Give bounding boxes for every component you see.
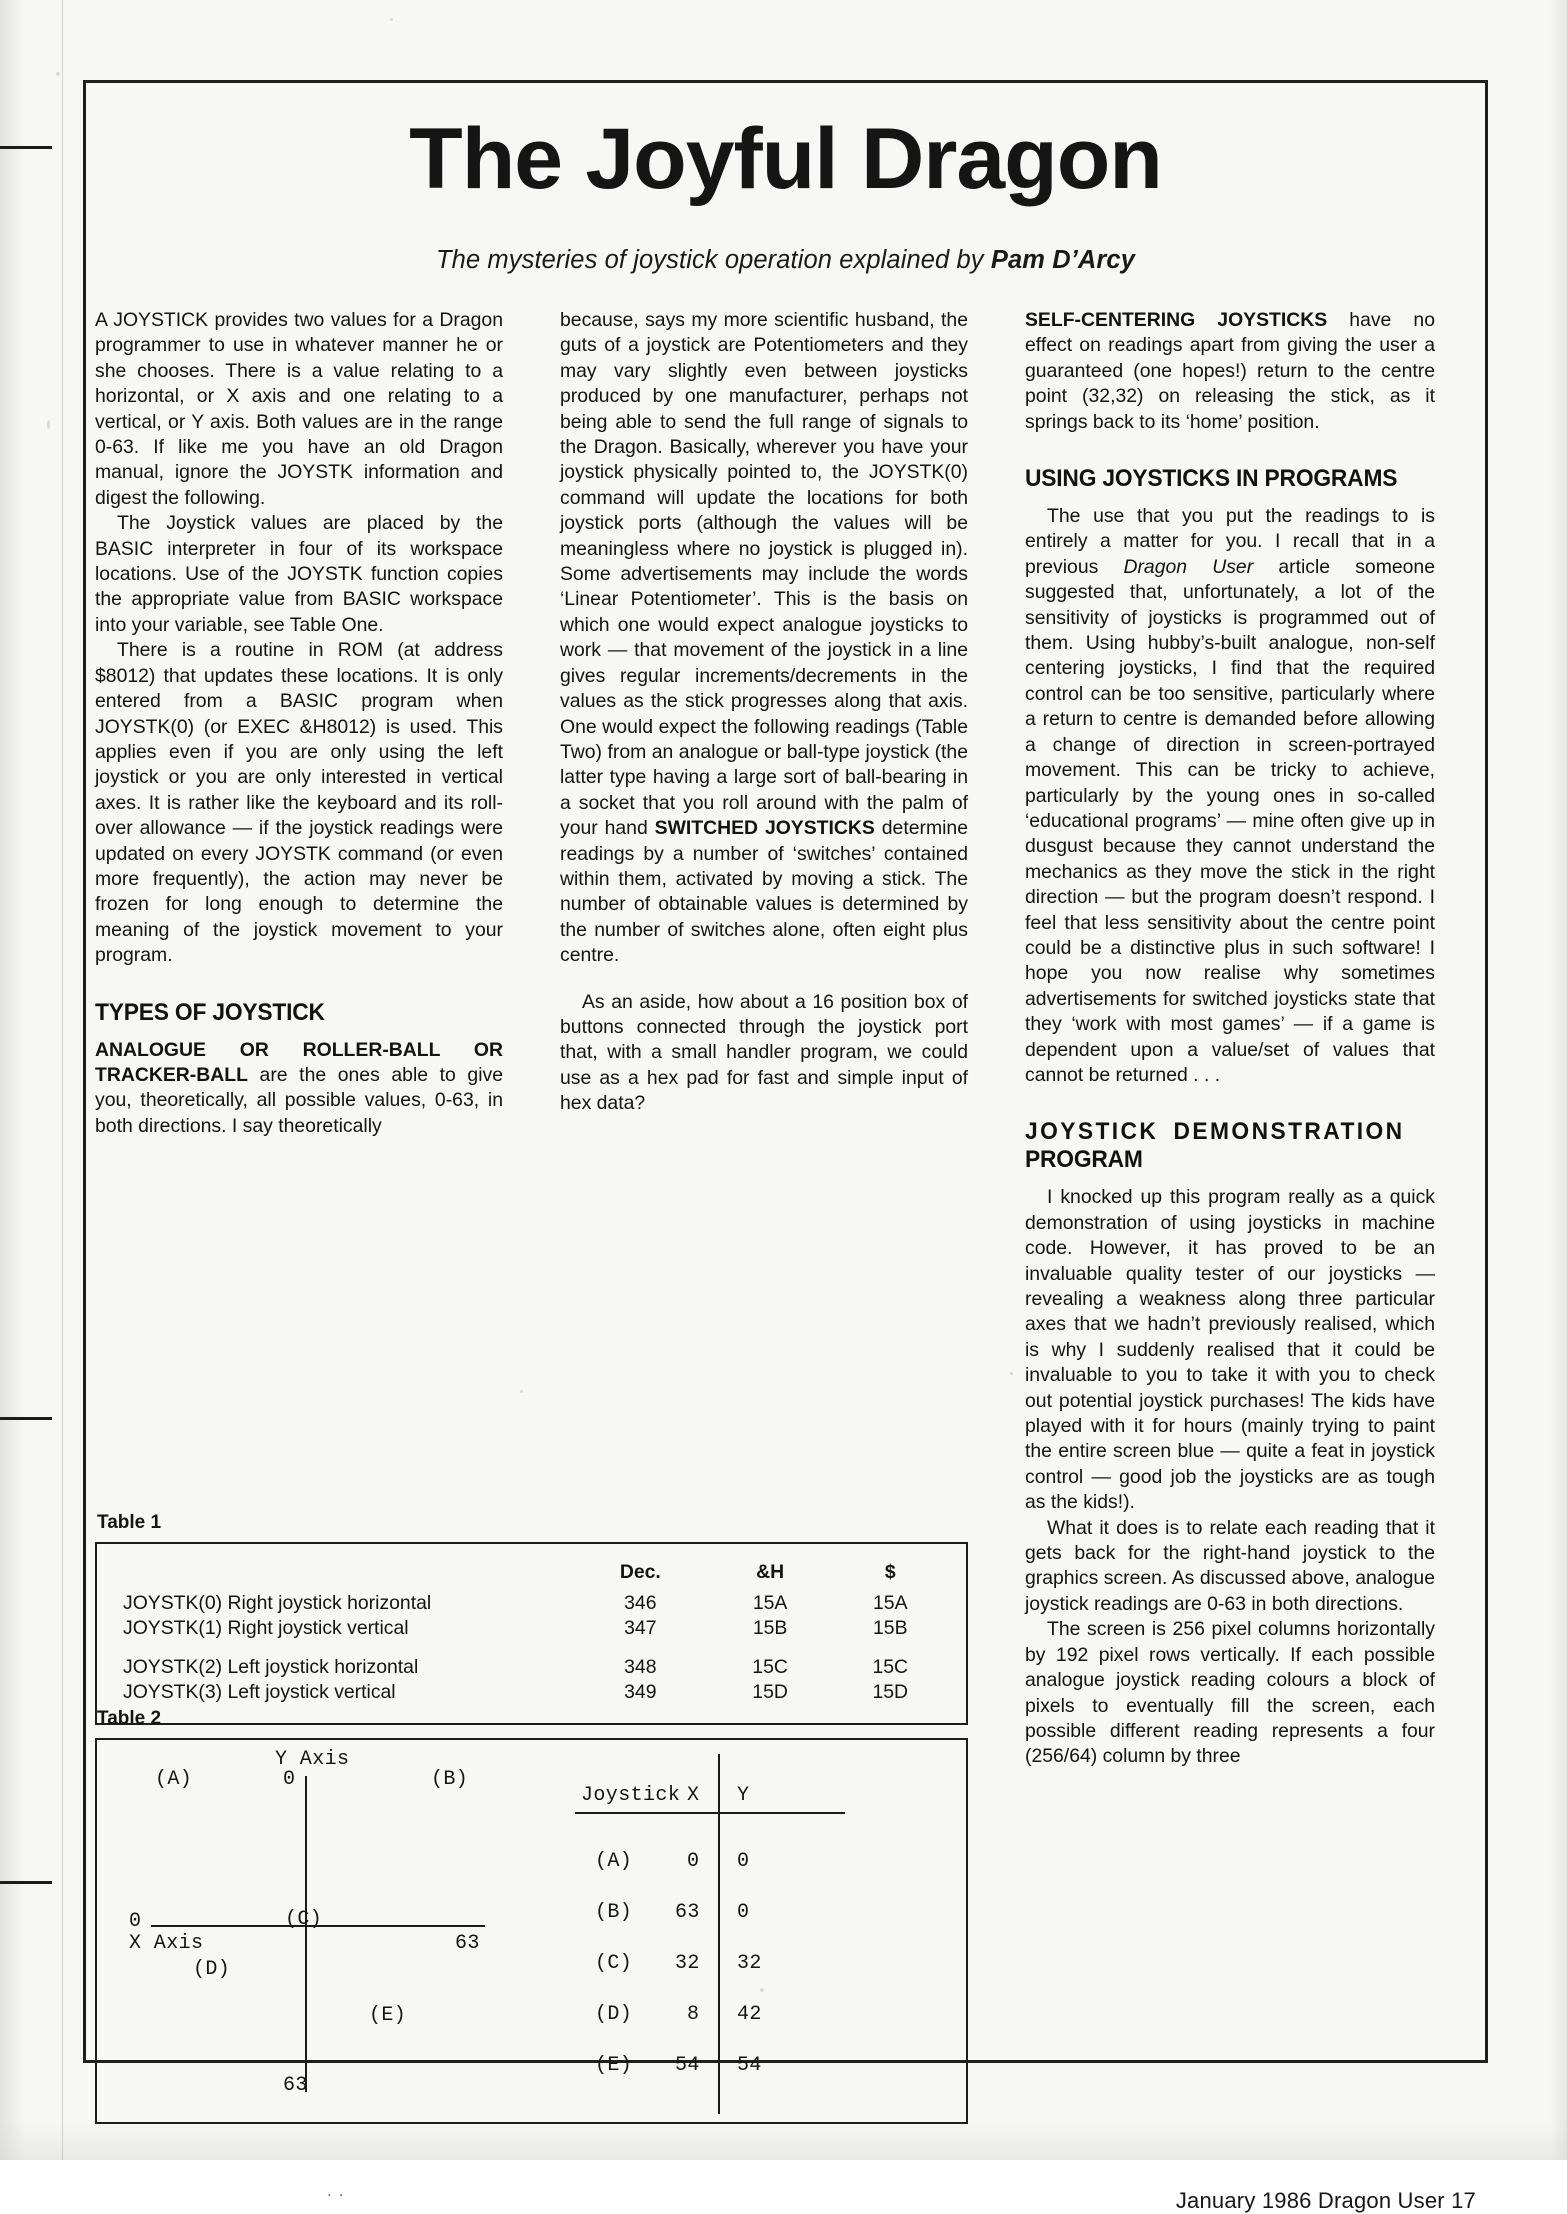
scan-dot-artifact: .. xyxy=(327,2181,351,2200)
table-2-r3-x: 8 xyxy=(687,2003,700,2026)
table-row xyxy=(97,1616,948,1641)
x-axis-label: X Axis xyxy=(129,1932,204,1955)
c3-paragraph-2-b: article someone suggested that, unfortunately, a lot of the sensitivity of joysticks is programmed out of them. Using hubby’s-built analogue, non-self centering joysticks, I find that the required control can be too sensitive, particularly where a return to centre is demanded before allowing a change of direction in screen-portrayed movement. This can be tricky to achieve, particularly by the young ones in so-called ‘educational programs’ — mine often give up in dusgust because they cannot understand the mechanics as they move the stick in the right direction — but the program doesn’t respond. I feel that less sensitivity about the centre point could be a distinctive plus in such software! I hope you now realise why sometimes advertisements for switched joysticks state that they ‘work with most games’ — if a game is dependent upon a value/set of values that cannot be returned . . . xyxy=(1025,555,1435,1086)
page-content xyxy=(95,96,1476,2213)
table-1-r3-dec: 349 xyxy=(624,1681,657,1703)
table-2-vertical-rule xyxy=(718,1754,720,2114)
column-3 xyxy=(1025,308,1435,1770)
masthead xyxy=(95,96,1476,275)
column-2 xyxy=(560,308,968,1117)
page-title: The Joyful Dragon xyxy=(409,111,1162,207)
table-2-r4-x: 54 xyxy=(675,2054,700,2077)
table-2-caption: Table 2 xyxy=(97,1708,162,1729)
table-2-inner xyxy=(97,1740,966,2122)
c2-paragraph-1 xyxy=(560,308,968,969)
table-2-header-y: Y xyxy=(737,1784,750,1807)
table-1-r2-label: JOYSTK(2) Left joystick horizontal xyxy=(123,1656,419,1678)
table-2-block xyxy=(95,1708,968,2124)
c2-paragraph-1-head: because, says my more scientific husband, the guts of a joystick are Potentiometers and they may vary slightly even between joysticks produced by one manufacturer, perhaps not being able to send the full range of signals to the Dragon. Basically, wherever you have your joystick physically pointed to, the JOYSTK(0) command will update the locations for both joystick ports (although the values will be meaningless where no joystick is plugged in). Some advertisements may include the words ‘Linear Potentiometer’. This is the basis on which one would expect analogue joysticks to work — that movement of the joystick in a line gives regular increments/decrements in the values as the stick progresses along that axis. One would expect the following readings (Table Two) from an analogue or ball-type joystick (the latter type having a large sort of ball-bearing in a socket that you roll around with the palm of your hand xyxy=(560,309,968,840)
c3-italic-dragon-user: Dragon User xyxy=(1123,555,1254,578)
table-1-r3-label: JOYSTK(3) Left joystick vertical xyxy=(123,1681,396,1703)
c1-paragraph-4 xyxy=(95,1038,503,1140)
table-1-r3-hex: 15D xyxy=(752,1681,788,1703)
c1-bold-lead: ANALOGUE OR ROLLER-BALL OR TRACKER-BALL xyxy=(95,1038,503,1086)
standfirst xyxy=(95,246,1476,275)
table-2-r0-x: 0 xyxy=(687,1850,700,1873)
page-folio: January 1986 Dragon User 17 xyxy=(1175,2188,1476,2213)
c1-paragraph-2: The Joystick values are placed by the BASIC interpreter in four of its workspace locations. Use of the JOYSTK function copies the appropriate value from BASIC workspace into your variable, see Table One. xyxy=(95,512,503,636)
table-2-r1-y: 0 xyxy=(737,1901,750,1924)
table-1-r1-dollar: 15B xyxy=(873,1617,908,1639)
table-1-box xyxy=(95,1542,968,1725)
heading-using-joysticks: USING JOYSTICKS IN PROGRAMS xyxy=(1025,465,1398,493)
table-1-block xyxy=(95,1512,968,1725)
table-1-r2-dec: 348 xyxy=(624,1656,657,1678)
crop-mark-bottom xyxy=(0,1881,52,1884)
y-axis-origin-label: 0 xyxy=(283,1768,296,1791)
c2-paragraph-1-tail: determine readings by a number of ‘switches’ contained within them, activated by moving a stick. The number of obtainable values is determined by the number of switches alone, often eight plus centre. xyxy=(560,817,968,967)
diagram-point-b: (B) xyxy=(431,1768,469,1791)
c2-paragraph-2: As an aside, how about a 16 position box of buttons connected through the joystick port that, with a small handler program, we could use as a hex pad for fast and simple input of hex data? xyxy=(560,990,968,1115)
diagram-point-e: (E) xyxy=(369,2004,407,2027)
y-axis-max-label: 63 xyxy=(283,2074,308,2097)
table-row xyxy=(97,1591,948,1616)
c3-paragraph-4: What it does is to relate each reading that it gets back for the right-hand joystick to the graphics screen. As discussed above, analogue joystick readings are 0-63 in both directions. xyxy=(1025,1516,1435,1615)
y-axis-line xyxy=(305,1776,307,2092)
c3-paragraph-5: The screen is 256 pixel columns horizontally by 192 pixel rows vertically. If each possible analogue joystick reading colours a block of pixels to eventually fill the screen, each possible different reading represents a four (256/64) column by three xyxy=(1025,1618,1435,1768)
table-2-header-x: X xyxy=(687,1784,700,1807)
table-2-r2-joystick: (C) xyxy=(595,1952,633,1975)
table-2-r2-x: 32 xyxy=(675,1952,700,1975)
table-row xyxy=(97,1641,948,1680)
table-2-header-joystick: Joystick xyxy=(581,1784,681,1807)
table-1-r0-dec: 346 xyxy=(624,1592,657,1614)
c1-paragraph-1: A JOYSTICK provides two values for a Dragon programmer to use in whatever manner he or she chooses. There is a value relating to a horizontal, or X axis and one relating to a vertical, or Y axis. Both values are in the range 0-63. If like me you have an old Dragon manual, ignore the JOYSTK information and digest the following. xyxy=(95,309,503,509)
table-1-r0-label: JOYSTK(0) Right joystick horizontal xyxy=(123,1592,432,1614)
c3-bold-self-centering: SELF-CENTERING JOYSTICKS xyxy=(1025,309,1328,331)
c3-paragraph-1 xyxy=(1025,308,1435,435)
table-1-r2-dollar: 15C xyxy=(872,1656,909,1678)
table-2-r0-y: 0 xyxy=(737,1850,750,1873)
y-axis-label: Y Axis xyxy=(275,1748,350,1771)
c3-paragraph-1-rest: have no effect on readings apart from giving the user a guaranteed (one hopes!) return to the centre point (32,32) on releasing the stick, as it springs back to its ‘home’ position. xyxy=(1025,309,1435,433)
heading-demo-line-1: JOYSTICK DEMONSTRATION xyxy=(1025,1118,1405,1146)
table-2-r3-joystick: (D) xyxy=(595,2003,633,2026)
table-2-r3-y: 42 xyxy=(737,2003,762,2026)
diagram-point-d: (D) xyxy=(193,1958,231,1981)
table-1-header-blank xyxy=(97,1560,573,1591)
c3-paragraph-3: I knocked up this program really as a quick demonstration of using joysticks in machine code. However, it has proved to be an invaluable quality tester of our joysticks — revealing a weakness along three particular axes that we hadn’t previously realised, which is why I suddenly realised that it could be invaluable to you to take it with you to check out potential joystick purchases! The kids have played with it for hours (mainly trying to paint the entire screen blue — quite a feat in joystick control — good job the joysticks are as tough as the kids!). xyxy=(1025,1186,1435,1514)
diagram-point-a: (A) xyxy=(155,1768,193,1791)
c3-paragraph-2-a: The use that you put the readings to is entirely a matter for you. I recall that in a previous xyxy=(1025,505,1435,578)
table-1-header-dec: Dec. xyxy=(619,1561,661,1583)
author-byline: Pam D’Arcy xyxy=(990,246,1135,274)
table-1-header-hex: &H xyxy=(756,1561,785,1583)
x-axis-max-label: 63 xyxy=(455,1932,480,1955)
table-2-header-rule xyxy=(575,1812,845,1814)
c1-paragraph-4-rest: are the ones able to give you, theoretically, all possible values, 0-63, in both directions. I say theoretically xyxy=(95,1063,503,1137)
table-2-r2-y: 32 xyxy=(737,1952,762,1975)
standfirst-text: The mysteries of joystick operation explained by xyxy=(436,246,991,274)
table-2-r4-y: 54 xyxy=(737,2054,762,2077)
heading-types-of-joystick: TYPES OF JOYSTICK xyxy=(95,998,325,1026)
table-1-r1-dec: 347 xyxy=(624,1617,657,1639)
crop-mark-top xyxy=(0,146,52,149)
table-1-r3-dollar: 15D xyxy=(872,1681,909,1703)
table-1-r1-hex: 15B xyxy=(752,1617,788,1639)
table-2-r1-joystick: (B) xyxy=(595,1901,633,1924)
table-1-header-row xyxy=(97,1560,948,1591)
table-1-r0-hex: 15A xyxy=(752,1592,788,1614)
table-1 xyxy=(97,1560,948,1705)
page-gutter-line xyxy=(62,0,63,2160)
article-columns xyxy=(95,308,1476,2097)
table-1-header-dollar: $ xyxy=(884,1561,896,1583)
column-1 xyxy=(95,308,503,1139)
table-2-r4-joystick: (E) xyxy=(595,2054,633,2077)
heading-demo-line-2: PROGRAM xyxy=(1025,1146,1143,1174)
table-2-r0-joystick: (A) xyxy=(595,1850,633,1873)
table-1-r2-hex: 15C xyxy=(752,1656,788,1678)
diagram-point-c: (C) xyxy=(285,1908,323,1931)
c3-paragraph-2 xyxy=(1025,504,1435,1088)
table-row xyxy=(97,1680,948,1705)
x-axis-origin-label: 0 xyxy=(129,1910,142,1933)
table-2-data xyxy=(575,1740,945,2122)
table-2-box xyxy=(95,1738,968,2124)
heading-joystick-demonstration xyxy=(1025,1118,1406,1174)
crop-mark-middle xyxy=(0,1417,52,1420)
table-1-caption: Table 1 xyxy=(97,1512,162,1533)
table-1-r1-label: JOYSTK(1) Right joystick vertical xyxy=(123,1617,409,1639)
c1-paragraph-3: There is a routine in ROM (at address $8012) that updates these locations. It is only entered from a BASIC program when JOYSTK(0) (or EXEC &H8012) is used. This applies even if you are only using the left joystick or you are only interested in vertical axes. It is rather like the keyboard and its roll-over allowance — if the joystick readings were updated on every JOYSTK command (or even more frequently), the action may never be frozen for long enough to determine the meaning of the joystick movement to your program. xyxy=(95,639,503,967)
c2-bold-switched: SWITCHED JOYSTICKS xyxy=(654,817,875,840)
table-1-r0-dollar: 15A xyxy=(873,1592,908,1614)
table-2-r1-x: 63 xyxy=(675,1901,700,1924)
